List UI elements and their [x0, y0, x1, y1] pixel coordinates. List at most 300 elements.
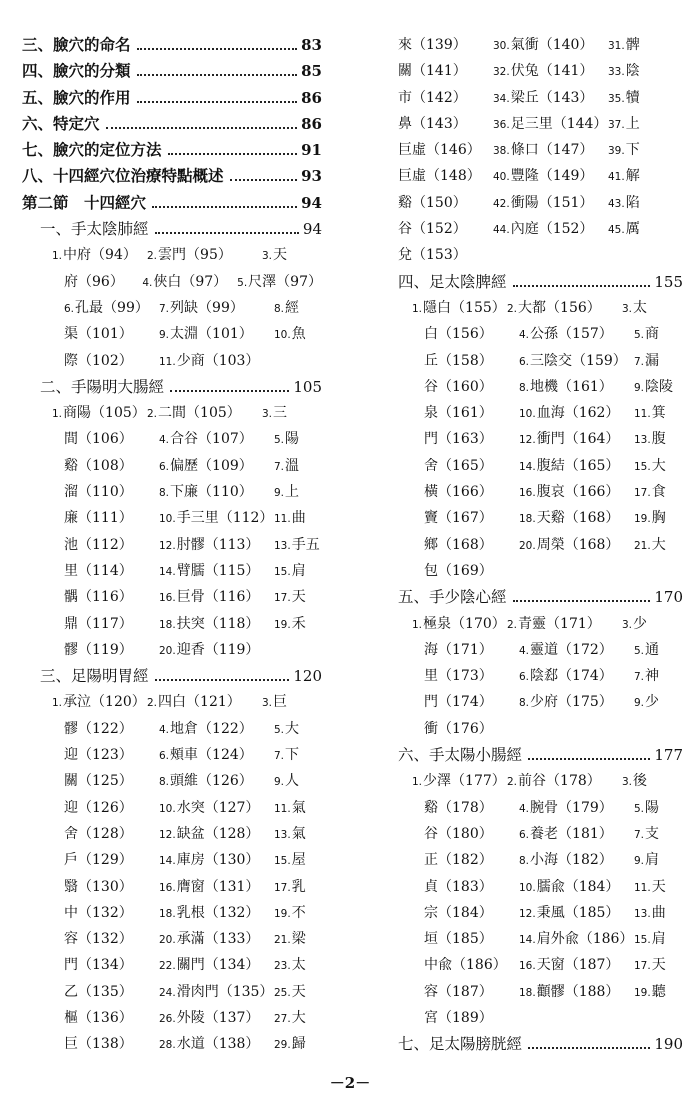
acupoint-entry: 36.足三里（144）	[493, 115, 608, 132]
acupoint-entry: 正（182）	[424, 852, 493, 869]
acupoint-entry: 41.解	[608, 168, 640, 185]
acupoint-entry: 26.外陵（137）	[159, 1009, 260, 1026]
toc-entry[interactable]	[22, 32, 322, 58]
acupoint-entry: 9.少	[634, 694, 660, 711]
acupoint-entry: 谿（108）	[64, 457, 133, 474]
acupoint-entry: 12.缺盆（128）	[159, 825, 260, 842]
acupoint-entry: 海（171）	[424, 641, 493, 658]
toc-page: 83	[301, 36, 322, 54]
acupoint-entry: 9.陰陵	[634, 378, 674, 395]
acupoint-entry: 44.內庭（152）	[493, 221, 594, 238]
point-line	[22, 558, 322, 584]
acupoint-entry: 1.少澤（177）	[412, 773, 506, 790]
acupoint-entry: 泉（161）	[424, 405, 493, 422]
acupoint-entry: 際（102）	[64, 352, 133, 369]
acupoint-entry: 橫（166）	[424, 484, 493, 501]
point-line	[22, 1031, 322, 1057]
toc-title: 八、十四經穴位治療特點概述	[22, 166, 224, 186]
toc-title: 四、足太陰脾經	[398, 272, 507, 291]
point-line	[398, 900, 683, 926]
point-line	[22, 716, 322, 742]
point-line	[398, 611, 683, 637]
acupoint-entry: 8.經	[274, 299, 300, 316]
acupoint-entry: 1.隱白（155）	[412, 299, 506, 316]
acupoint-entry: 3.太	[622, 299, 648, 316]
acupoint-entry: 府（96）	[64, 273, 124, 290]
acupoint-entry: 7.漏	[634, 352, 660, 369]
acupoint-entry: 7.下	[274, 747, 300, 764]
toc-page: 190	[654, 1035, 683, 1054]
point-line	[398, 163, 683, 189]
toc-page: 105	[293, 377, 322, 396]
toc-title: 第二節 十四經穴	[22, 192, 147, 212]
acupoint-entry: 19.聽	[634, 983, 666, 1000]
acupoint-entry: 來（139）	[398, 37, 467, 53]
point-line	[398, 400, 683, 426]
point-line	[22, 874, 322, 900]
toc-page: 155	[654, 272, 683, 291]
leader-dots	[170, 390, 289, 392]
acupoint-entry: 垣（185）	[424, 931, 493, 948]
acupoint-entry: 包（169）	[424, 562, 493, 579]
channel-heading[interactable]	[398, 584, 683, 610]
acupoint-entry: 13.曲	[634, 904, 666, 921]
channel-heading[interactable]	[22, 663, 322, 689]
point-line	[22, 400, 322, 426]
left-column	[22, 32, 322, 1058]
point-line	[398, 952, 683, 978]
acupoint-entry: 廉（111）	[64, 510, 133, 527]
point-line	[22, 505, 322, 531]
acupoint-entry: 里（173）	[424, 668, 493, 685]
point-line	[398, 295, 683, 321]
acupoint-entry: 門（163）	[424, 431, 493, 448]
point-line	[398, 190, 683, 216]
acupoint-entry: 2.大都（156）	[507, 299, 601, 316]
toc-title: 五、手少陰心經	[398, 588, 507, 607]
acupoint-entry: 10.血海（162）	[519, 405, 620, 422]
point-line	[22, 532, 322, 558]
acupoint-entry: 舍（128）	[64, 825, 133, 842]
point-line	[22, 584, 322, 610]
leader-dots	[155, 232, 299, 234]
point-line	[398, 321, 683, 347]
point-line	[22, 295, 322, 321]
toc-title: 四、臉穴的分類	[22, 61, 131, 81]
point-line	[398, 716, 683, 742]
acupoint-entry: 8.頭維（126）	[159, 773, 253, 790]
acupoint-entry: 中（132）	[64, 904, 133, 921]
toc-entry[interactable]	[22, 85, 322, 111]
acupoint-entry: 兌（153）	[398, 247, 467, 264]
acupoint-entry: 11.少商（103）	[159, 352, 260, 369]
acupoint-entry: 12.秉風（185）	[519, 904, 620, 921]
acupoint-entry: 20.迎香（119）	[159, 641, 260, 658]
acupoint-entry: 6.三陰交（159）	[519, 352, 627, 369]
channel-heading[interactable]	[398, 742, 683, 768]
toc-title: 七、足太陽膀胱經	[398, 1035, 523, 1054]
point-line	[398, 216, 683, 242]
point-line	[398, 137, 683, 163]
toc-title: 七、臉穴的定位方法	[22, 140, 162, 160]
acupoint-entry: 14.庫房（130）	[159, 852, 260, 869]
acupoint-entry: 2.二間（105）	[147, 405, 241, 422]
acupoint-entry: 宗（184）	[424, 904, 493, 921]
acupoint-entry: 貞（183）	[424, 878, 493, 895]
point-line	[398, 689, 683, 715]
point-line	[22, 979, 322, 1005]
acupoint-entry: 門（174）	[424, 694, 493, 711]
point-line	[398, 768, 683, 794]
acupoint-entry: 15.肩	[634, 931, 666, 948]
acupoint-entry: 市（142）	[398, 89, 467, 106]
point-line	[22, 348, 322, 374]
acupoint-entry: 2.雲門（95）	[147, 247, 232, 264]
acupoint-entry	[519, 716, 634, 742]
acupoint-entry: 3.三	[262, 405, 288, 422]
point-line	[398, 926, 683, 952]
acupoint-entry: 9.上	[274, 484, 300, 501]
toc-entry[interactable]	[22, 137, 322, 163]
acupoint-entry: 谿（150）	[398, 194, 467, 211]
toc-title: 二、手陽明大腸經	[40, 377, 165, 396]
right-column	[398, 32, 683, 1058]
acupoint-entry: 丘（158）	[424, 352, 493, 369]
acupoint-entry: 鼻（143）	[398, 115, 467, 132]
toc-page: 177	[654, 746, 683, 765]
acupoint-entry: 池（112）	[64, 536, 133, 553]
acupoint-entry: 19.禾	[274, 615, 306, 632]
acupoint-entry: 18.乳根（132）	[159, 904, 260, 921]
acupoint-entry: 10.水突（127）	[159, 799, 260, 816]
acupoint-entry: 7.列缺（99）	[159, 299, 244, 316]
acupoint-entry: 里（114）	[64, 562, 133, 579]
acupoint-entry: 關（141）	[398, 63, 467, 80]
point-line	[398, 795, 683, 821]
acupoint-entry: 2.四白（121）	[147, 694, 241, 711]
point-line	[398, 58, 683, 84]
point-line	[398, 532, 683, 558]
toc-title: 三、足陽明胃經	[40, 667, 149, 686]
acupoint-entry: 6.偏歷（109）	[159, 457, 253, 474]
acupoint-entry: 4.腕骨（179）	[519, 799, 613, 816]
acupoint-entry: 3.天	[262, 247, 288, 264]
acupoint-entry: 5.大	[274, 720, 300, 737]
acupoint-entry: 谷（152）	[398, 221, 467, 238]
toc-page: 94	[302, 220, 322, 239]
acupoint-entry: 6.頰車（124）	[159, 747, 253, 764]
acupoint-entry: 衝（176）	[424, 720, 493, 737]
acupoint-entry: 16.巨骨（116）	[159, 589, 260, 606]
acupoint-entry: 容（132）	[64, 931, 133, 948]
acupoint-entry: 髎（122）	[64, 720, 133, 737]
acupoint-entry: 谷（160）	[424, 378, 493, 395]
acupoint-entry: 18.天谿（168）	[519, 510, 620, 527]
toc-page: 120	[293, 667, 322, 686]
acupoint-entry: 16.腹哀（166）	[519, 484, 620, 501]
acupoint-entry: 17.天	[634, 957, 666, 974]
acupoint-entry: 34.梁丘（143）	[493, 89, 594, 106]
point-line	[22, 269, 322, 295]
acupoint-entry: 5.通	[634, 641, 660, 658]
acupoint-entry: 15.大	[634, 457, 666, 474]
point-line	[398, 505, 683, 531]
acupoint-entry: 5.尺澤（97）	[237, 273, 322, 290]
acupoint-entry: 19.不	[274, 904, 306, 921]
acupoint-entry: 8.地機（161）	[519, 378, 613, 395]
channel-heading[interactable]	[22, 216, 322, 242]
acupoint-entry: 渠（101）	[64, 326, 133, 343]
acupoint-entry: 9.肩	[634, 852, 660, 869]
acupoint-entry: 8.下廉（110）	[159, 484, 253, 501]
point-line	[398, 1005, 683, 1031]
leader-dots	[230, 179, 298, 181]
acupoint-entry: 竇（167）	[424, 510, 493, 527]
acupoint-entry: 2.前谷（178）	[507, 773, 601, 790]
point-line	[398, 242, 683, 268]
acupoint-entry: 巨虛（146）	[398, 142, 481, 159]
toc-page: 94	[301, 193, 322, 212]
acupoint-entry: 14.肩外兪（186）	[519, 931, 634, 948]
acupoint-entry: 38.條口（147）	[493, 142, 594, 159]
acupoint-entry: 14.臂臑（115）	[159, 562, 260, 579]
acupoint-entry: 4.俠白（97）	[142, 273, 228, 290]
acupoint-entry: 谿（178）	[424, 799, 493, 816]
acupoint-entry: 溜（110）	[64, 484, 133, 501]
point-line	[398, 111, 683, 137]
page-number: －2－	[329, 1074, 371, 1092]
point-line	[398, 663, 683, 689]
acupoint-entry: 舍（165）	[424, 457, 493, 474]
acupoint-entry: 22.關門（134）	[159, 957, 260, 974]
toc-title: 三、臉穴的命名	[22, 35, 131, 54]
leader-dots	[152, 206, 297, 208]
acupoint-entry: 5.陽	[634, 799, 660, 816]
acupoint-entry: 6.養老（181）	[519, 825, 613, 842]
point-line	[22, 453, 322, 479]
acupoint-entry	[519, 1005, 634, 1031]
acupoint-entry: 45.厲	[608, 221, 640, 238]
point-line	[398, 558, 683, 584]
channel-heading[interactable]	[398, 269, 683, 295]
toc-entry[interactable]	[22, 163, 322, 189]
acupoint-entry: 35.犢	[608, 89, 640, 106]
acupoint-entry: 乙（135）	[64, 983, 133, 1000]
acupoint-entry: 6.陰郄（174）	[519, 668, 613, 685]
acupoint-entry: 迎（126）	[64, 799, 133, 816]
point-line	[398, 979, 683, 1005]
toc-page: 86	[301, 88, 322, 107]
acupoint-entry: 樞（136）	[64, 1009, 133, 1026]
acupoint-entry: 11.天	[634, 878, 666, 895]
point-line	[22, 611, 322, 637]
acupoint-entry: 15.肩	[274, 562, 306, 579]
acupoint-entry: 13.手五	[274, 536, 320, 553]
acupoint-entry	[493, 242, 608, 268]
point-line	[398, 637, 683, 663]
point-line	[398, 821, 683, 847]
leader-dots	[137, 74, 298, 76]
point-line	[398, 874, 683, 900]
point-line	[22, 926, 322, 952]
acupoint-entry: 9.太淵（101）	[159, 326, 253, 343]
point-line	[398, 32, 683, 58]
acupoint-entry: 39.下	[608, 142, 640, 159]
acupoint-entry: 33.陰	[608, 63, 640, 80]
acupoint-entry: 40.豐隆（149）	[493, 168, 594, 185]
leader-dots	[528, 1047, 650, 1049]
acupoint-entry: 15.屋	[274, 852, 306, 869]
acupoint-entry	[519, 558, 634, 584]
acupoint-entry: 6.孔最（99）	[64, 299, 149, 316]
acupoint-entry: 27.大	[274, 1009, 306, 1026]
leader-dots	[155, 679, 290, 681]
acupoint-entry: 迎（123）	[64, 747, 133, 764]
acupoint-entry: 4.靈道（172）	[519, 641, 613, 658]
acupoint-entry: 關（125）	[64, 773, 133, 790]
acupoint-entry: 32.伏兔（141）	[493, 63, 594, 80]
acupoint-entry: 9.人	[274, 773, 300, 790]
acupoint-entry: 21.梁	[274, 931, 306, 948]
acupoint-entry: 25.天	[274, 983, 306, 1000]
point-line	[22, 479, 322, 505]
acupoint-entry: 8.少府（175）	[519, 694, 613, 711]
acupoint-entry: 12.衝門（164）	[519, 431, 620, 448]
toc-page: 86	[301, 114, 322, 133]
toc-entry[interactable]	[22, 58, 322, 84]
point-line	[22, 821, 322, 847]
acupoint-entry: 髃（116）	[64, 589, 133, 606]
channel-heading[interactable]	[22, 374, 322, 400]
acupoint-entry: 17.食	[634, 484, 666, 501]
acupoint-entry: 中兪（186）	[424, 957, 507, 974]
acupoint-entry: 5.商	[634, 326, 660, 343]
acupoint-entry: 16.膺窗（131）	[159, 878, 260, 895]
point-line	[398, 847, 683, 873]
acupoint-entry: 18.扶突（118）	[159, 615, 260, 632]
point-line	[398, 348, 683, 374]
acupoint-entry: 11.氣	[274, 799, 306, 816]
acupoint-entry: 16.天窗（187）	[519, 957, 620, 974]
leader-dots	[137, 101, 298, 103]
point-line	[22, 321, 322, 347]
acupoint-entry: 巨（138）	[64, 1036, 133, 1053]
acupoint-entry: 20.承滿（133）	[159, 931, 260, 948]
acupoint-entry: 43.陷	[608, 194, 640, 211]
point-line	[22, 242, 322, 268]
acupoint-entry: 13.腹	[634, 431, 666, 448]
toc-page: 93	[301, 167, 322, 186]
toc-title: 六、特定穴	[22, 113, 100, 133]
channel-heading[interactable]	[398, 1031, 683, 1057]
point-line	[22, 795, 322, 821]
acupoint-entry: 7.溫	[274, 457, 300, 474]
acupoint-entry: 1.極泉（170）	[412, 615, 506, 632]
point-line	[398, 374, 683, 400]
acupoint-entry: 24.滑肉門（135）	[159, 983, 274, 1000]
acupoint-entry: 間（106）	[64, 431, 133, 448]
acupoint-entry: 23.太	[274, 957, 306, 974]
acupoint-entry: 21.大	[634, 536, 666, 553]
point-line	[398, 479, 683, 505]
point-line	[398, 426, 683, 452]
toc-entry[interactable]	[22, 111, 322, 137]
acupoint-entry: 20.周榮（168）	[519, 536, 620, 553]
acupoint-entry: 門（134）	[64, 957, 133, 974]
acupoint-entry: 2.青靈（171）	[507, 615, 601, 632]
toc-title: 六、手太陽小腸經	[398, 746, 523, 765]
point-line	[22, 1005, 322, 1031]
acupoint-entry: 7.支	[634, 825, 660, 842]
acupoint-entry: 1.中府（94）	[52, 247, 137, 264]
acupoint-entry: 13.氣	[274, 825, 306, 842]
acupoint-entry: 12.肘髎（113）	[159, 536, 260, 553]
acupoint-entry: 29.歸	[274, 1036, 306, 1053]
leader-dots	[513, 285, 651, 287]
point-line	[398, 453, 683, 479]
acupoint-entry: 30.氣衝（140）	[493, 37, 594, 53]
acupoint-entry: 髎（119）	[64, 641, 133, 658]
acupoint-entry: 42.衝陽（151）	[493, 194, 594, 211]
acupoint-entry: 3.巨	[262, 694, 288, 711]
acupoint-entry: 1.承泣（120）	[52, 694, 146, 711]
acupoint-entry: 37.上	[608, 115, 640, 132]
acupoint-entry: 19.胸	[634, 510, 666, 527]
acupoint-entry: 10.手三里（112）	[159, 510, 274, 527]
toc-page: 85	[301, 62, 322, 81]
acupoint-entry: 17.乳	[274, 878, 306, 895]
acupoint-entry: 翳（130）	[64, 878, 133, 895]
acupoint-entry: 3.少	[622, 615, 648, 632]
acupoint-entry: 鼎（117）	[64, 615, 133, 632]
section-heading[interactable]	[22, 190, 322, 216]
point-line	[398, 85, 683, 111]
acupoint-entry: 4.合谷（107）	[159, 431, 253, 448]
toc-page: 170	[654, 588, 683, 607]
acupoint-entry: 谷（180）	[424, 825, 493, 842]
acupoint-entry: 5.陽	[274, 431, 300, 448]
acupoint-entry: 10.臑兪（184）	[519, 878, 620, 895]
point-line	[22, 900, 322, 926]
point-line	[22, 426, 322, 452]
acupoint-entry: 3.後	[622, 773, 648, 790]
acupoint-entry: 4.地倉（122）	[159, 720, 253, 737]
acupoint-entry: 4.公孫（157）	[519, 326, 613, 343]
point-line	[22, 637, 322, 663]
acupoint-entry: 10.魚	[274, 326, 306, 343]
toc-title: 五、臉穴的作用	[22, 87, 131, 107]
point-line	[22, 847, 322, 873]
acupoint-entry: 7.神	[634, 668, 660, 685]
acupoint-entry: 28.水道（138）	[159, 1036, 260, 1053]
acupoint-entry: 白（156）	[424, 326, 493, 343]
leader-dots	[528, 758, 650, 760]
acupoint-entry: 鄉（168）	[424, 536, 493, 553]
toc-title: 一、手太陰肺經	[40, 220, 149, 239]
point-line	[22, 689, 322, 715]
acupoint-entry: 巨虛（148）	[398, 168, 481, 185]
leader-dots	[513, 600, 651, 602]
acupoint-entry: 18.顴髎（188）	[519, 983, 620, 1000]
acupoint-entry: 宮（189）	[424, 1009, 493, 1026]
acupoint-entry: 31.髀	[608, 37, 640, 53]
acupoint-entry: 容（187）	[424, 983, 493, 1000]
toc-page: 91	[301, 141, 322, 160]
acupoint-entry: 戶（129）	[64, 852, 133, 869]
acupoint-entry: 1.商陽（105）	[52, 405, 146, 422]
point-line	[22, 768, 322, 794]
leader-dots	[106, 127, 298, 129]
